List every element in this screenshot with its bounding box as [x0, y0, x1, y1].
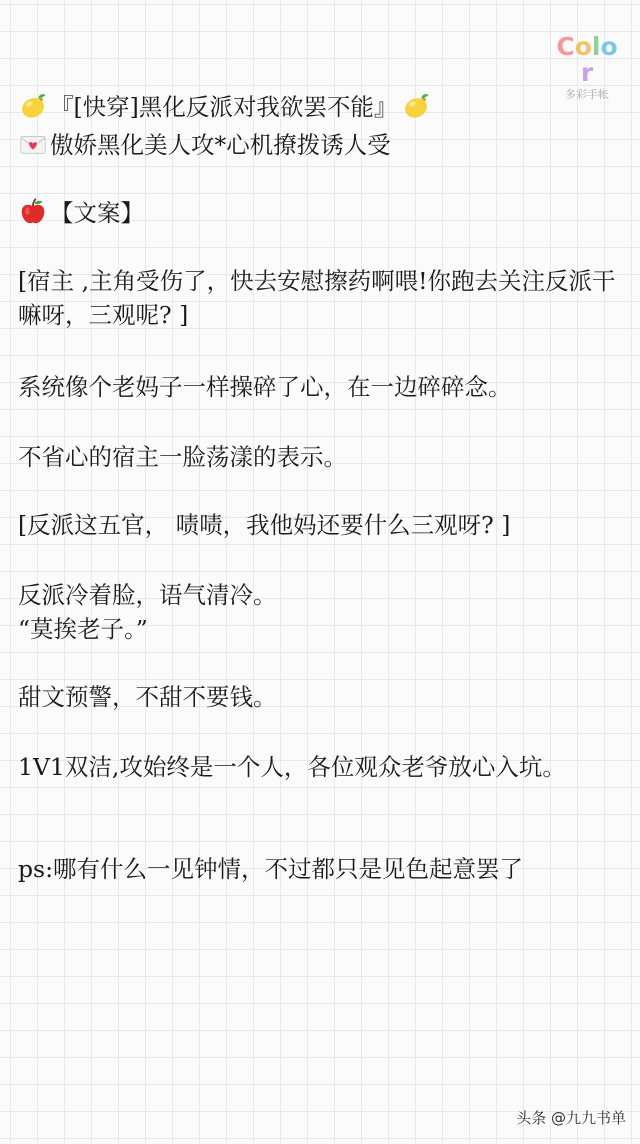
- synopsis-heading: [18, 196, 144, 230]
- book-title: 『[快穿]黑化反派对我欲罢不能』: [50, 93, 398, 121]
- logo-letter: C: [556, 32, 575, 61]
- synopsis-paragraph: 不省心的宿主一脸荡漾的表示。: [18, 443, 347, 471]
- synopsis-paragraph: 系统像个老妈子一样操碎了心，在一边碎碎念。: [18, 373, 512, 401]
- synopsis-paragraph: “莫挨老子。”: [18, 615, 148, 643]
- book-tags: 傲娇黑化美人攻*心机撩拨诱人受: [50, 131, 391, 159]
- lemon-icon: [401, 91, 431, 121]
- logo-letter: o: [574, 32, 592, 61]
- lemon-icon: [18, 91, 48, 121]
- logo-letter: r: [580, 58, 594, 87]
- logo-letter: o: [600, 32, 618, 61]
- logo-wordmark: [552, 34, 622, 86]
- synopsis-paragraph: [宿主 ,主角受伤了，快去安慰擦药啊喂!你跑去关注反派干嘛呀，三观呢? ]: [18, 267, 616, 329]
- logo-subtitle: 多彩手帐: [565, 88, 609, 101]
- synopsis-paragraph: 反派冷着脸，语气清冷。: [18, 581, 277, 609]
- synopsis-paragraph: 1V1双洁,攻始终是一个人，各位观众老爷放心入坑。: [18, 753, 566, 781]
- synopsis-label: 【文案】: [50, 199, 144, 227]
- source-watermark: 头条 @九九书单: [516, 1109, 626, 1127]
- book-title-line: [18, 90, 433, 124]
- synopsis-paragraph: ps:哪有什么一见钟情，不过都只是见色起意罢了: [18, 855, 524, 883]
- synopsis-paragraph: [反派这五官， 啧啧，我他妈还要什么三观呀? ]: [18, 511, 511, 539]
- love-letter-icon: [18, 129, 48, 159]
- color-app-logo: [552, 34, 622, 102]
- apple-icon: [18, 197, 48, 227]
- synopsis-paragraph: 甜文预警，不甜不要钱。: [18, 683, 277, 711]
- book-tags-line: [18, 128, 391, 162]
- logo-letter: l: [591, 32, 601, 61]
